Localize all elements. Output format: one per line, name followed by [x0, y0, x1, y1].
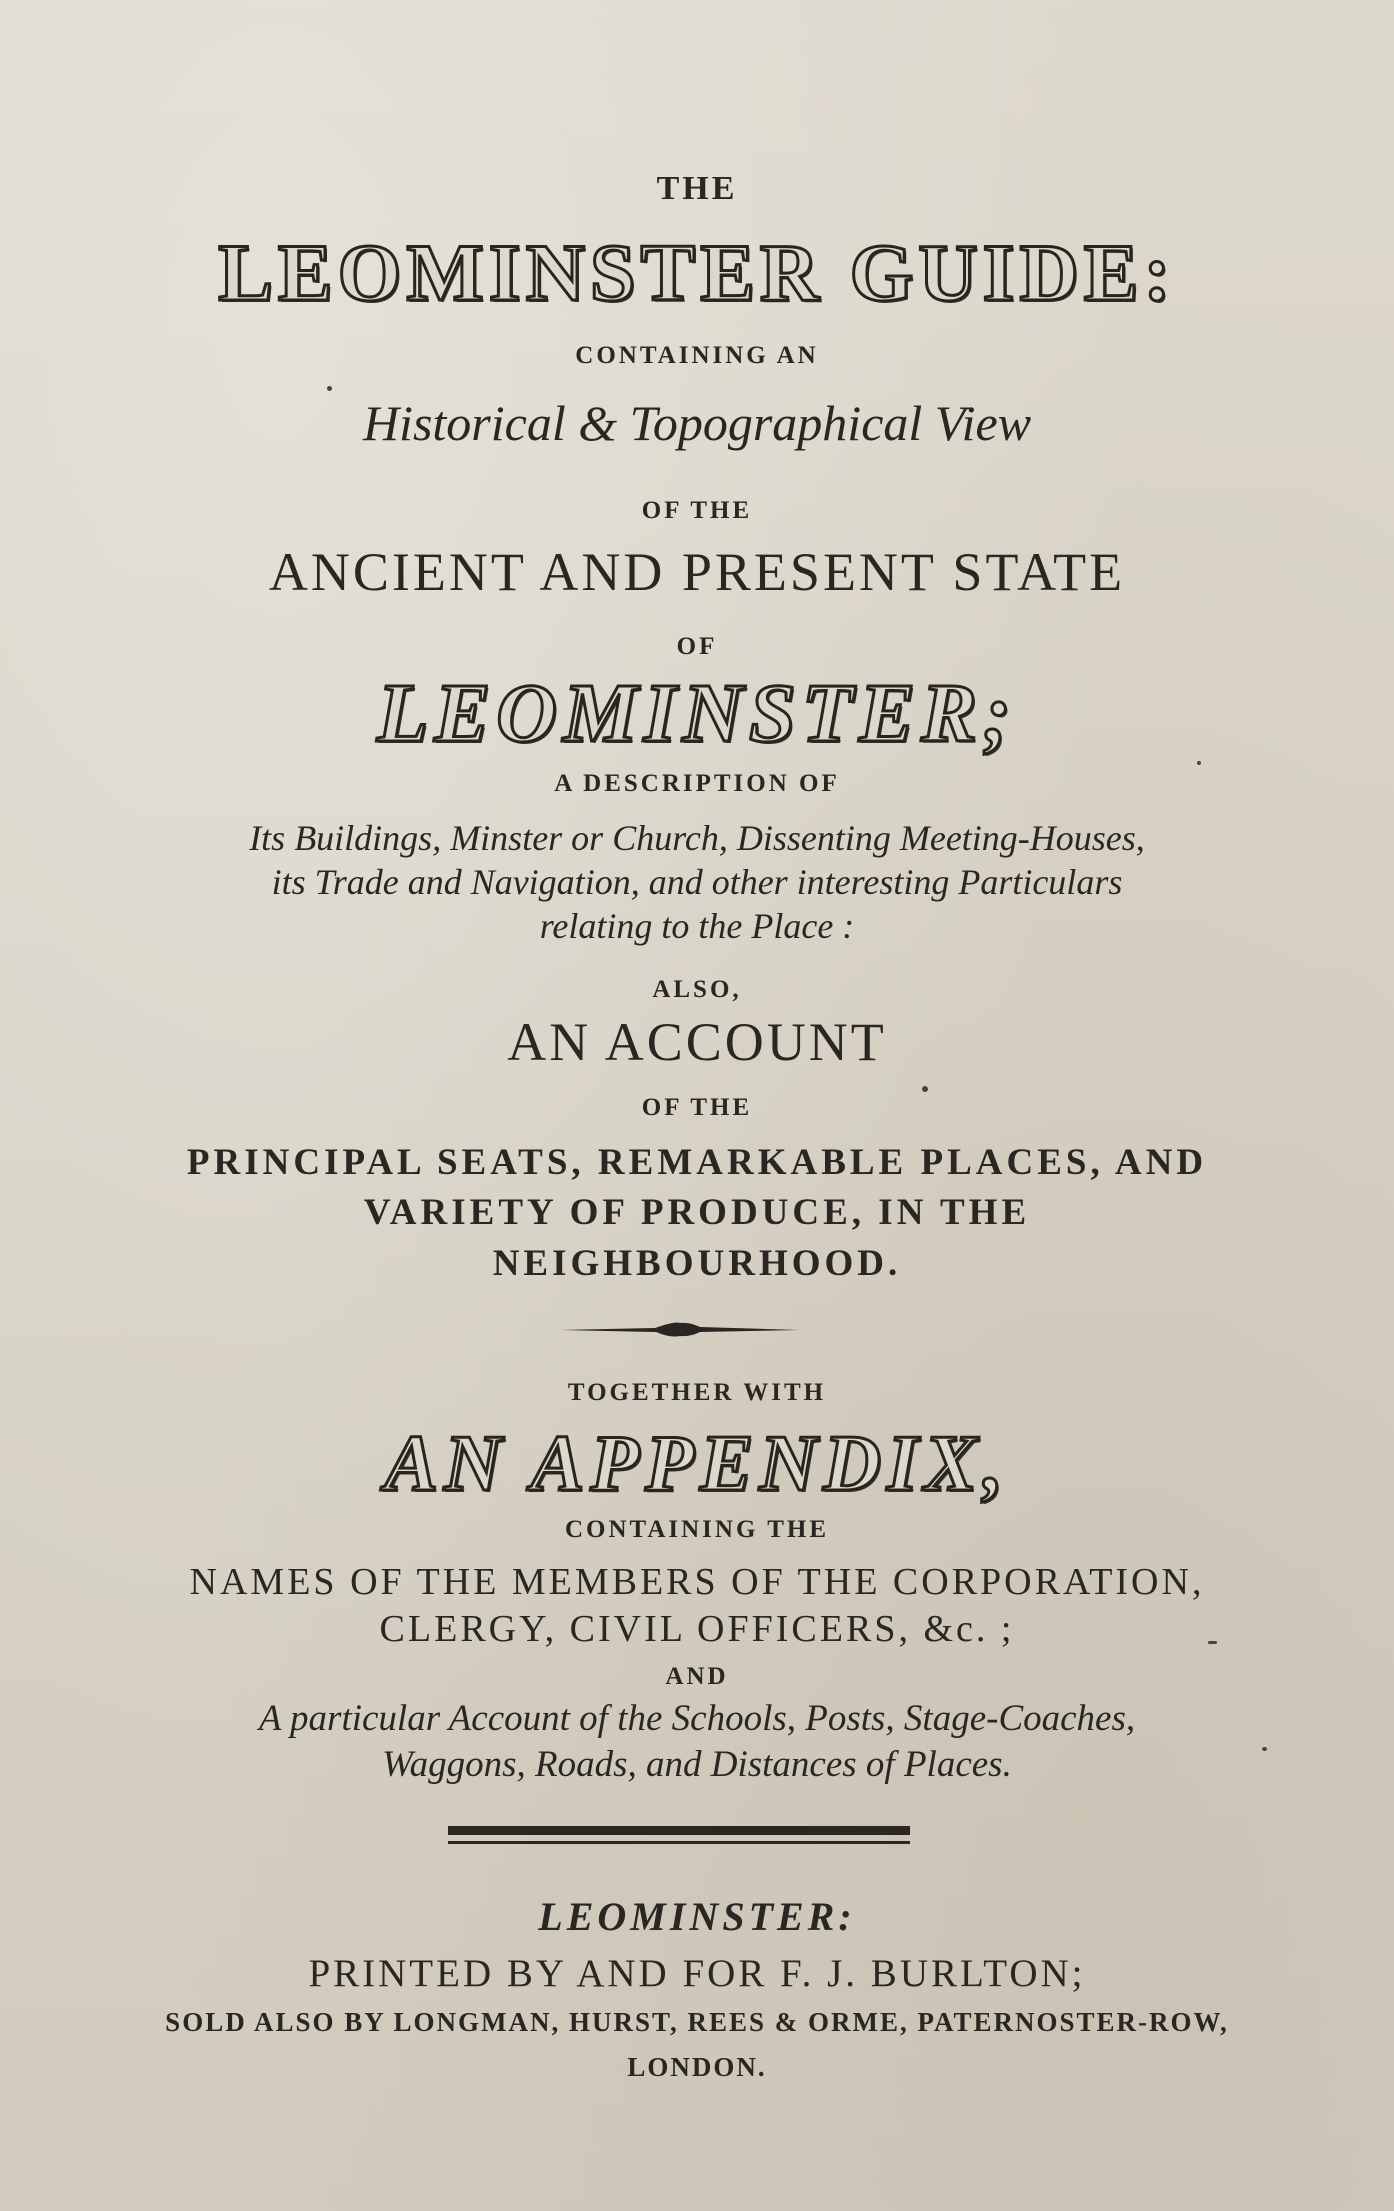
of-text: OF [676, 633, 718, 660]
imprint-sold: SOLD ALSO BY LONGMAN, HURST, REES & ORME, PATERNOSTER-ROW, [165, 2007, 1229, 2037]
historical-view-text: Historical & Topographical View [362, 395, 1032, 451]
names-line-1: NAMES OF THE MEMBERS OF THE CORPORATION, [189, 1561, 1205, 1603]
imprint-printer: PRINTED BY AND FOR F. J. BURLTON; [308, 1952, 1086, 1995]
also-text: ALSO, [652, 976, 742, 1003]
particular-line-2: Waggons, Roads, and Distances of Places. [382, 1744, 1012, 1785]
paper-speck [327, 386, 332, 391]
of-the-text-2: OF THE [641, 1094, 753, 1121]
of-the-text-1: OF THE [641, 497, 753, 524]
paper-speck [1197, 761, 1201, 765]
description-line-3: relating to the Place : [539, 906, 855, 946]
description-line-2: its Trade and Navigation, and other interesting Particulars [271, 862, 1123, 902]
imprint-place: LEOMINSTER: [538, 1894, 856, 1939]
containing-an-text: CONTAINING AN [575, 342, 819, 369]
ancient-state-heading: ANCIENT AND PRESENT STATE [268, 542, 1126, 602]
the-heading: THE [656, 170, 738, 207]
description-line-1: Its Buildings, Minster or Church, Dissenting Meeting-Houses, [249, 818, 1145, 858]
containing-the-text: CONTAINING THE [564, 1516, 830, 1543]
an-account-heading: AN ACCOUNT [507, 1012, 887, 1072]
appendix-heading: AN APPENDIX, [384, 1420, 1010, 1508]
imprint-city: LONDON. [627, 2052, 767, 2082]
paper-speck [1262, 1747, 1267, 1751]
principal-line-1: PRINCIPAL SEATS, REMARKABLE PLACES, AND [186, 1142, 1208, 1183]
together-with-text: TOGETHER WITH [567, 1379, 827, 1406]
ornament-divider [560, 1318, 800, 1342]
paper-speck [1208, 1641, 1217, 1644]
description-of-text: A DESCRIPTION OF [554, 770, 840, 797]
principal-line-3: NEIGHBOURHOOD. [492, 1243, 902, 1284]
main-title: LEOMINSTER GUIDE: [218, 227, 1176, 318]
and-text: AND [665, 1663, 729, 1690]
double-rule-divider [448, 1823, 910, 1853]
leominster-heading: LEOMINSTER; [376, 667, 1018, 760]
principal-line-2: VARIETY OF PRODUCE, IN THE [363, 1192, 1031, 1233]
names-line-2: CLERGY, CIVIL OFFICERS, &c. ; [379, 1608, 1015, 1650]
paper-speck [922, 1086, 928, 1092]
particular-line-1: A particular Account of the Schools, Posts, Stage-Coaches, [258, 1698, 1136, 1739]
